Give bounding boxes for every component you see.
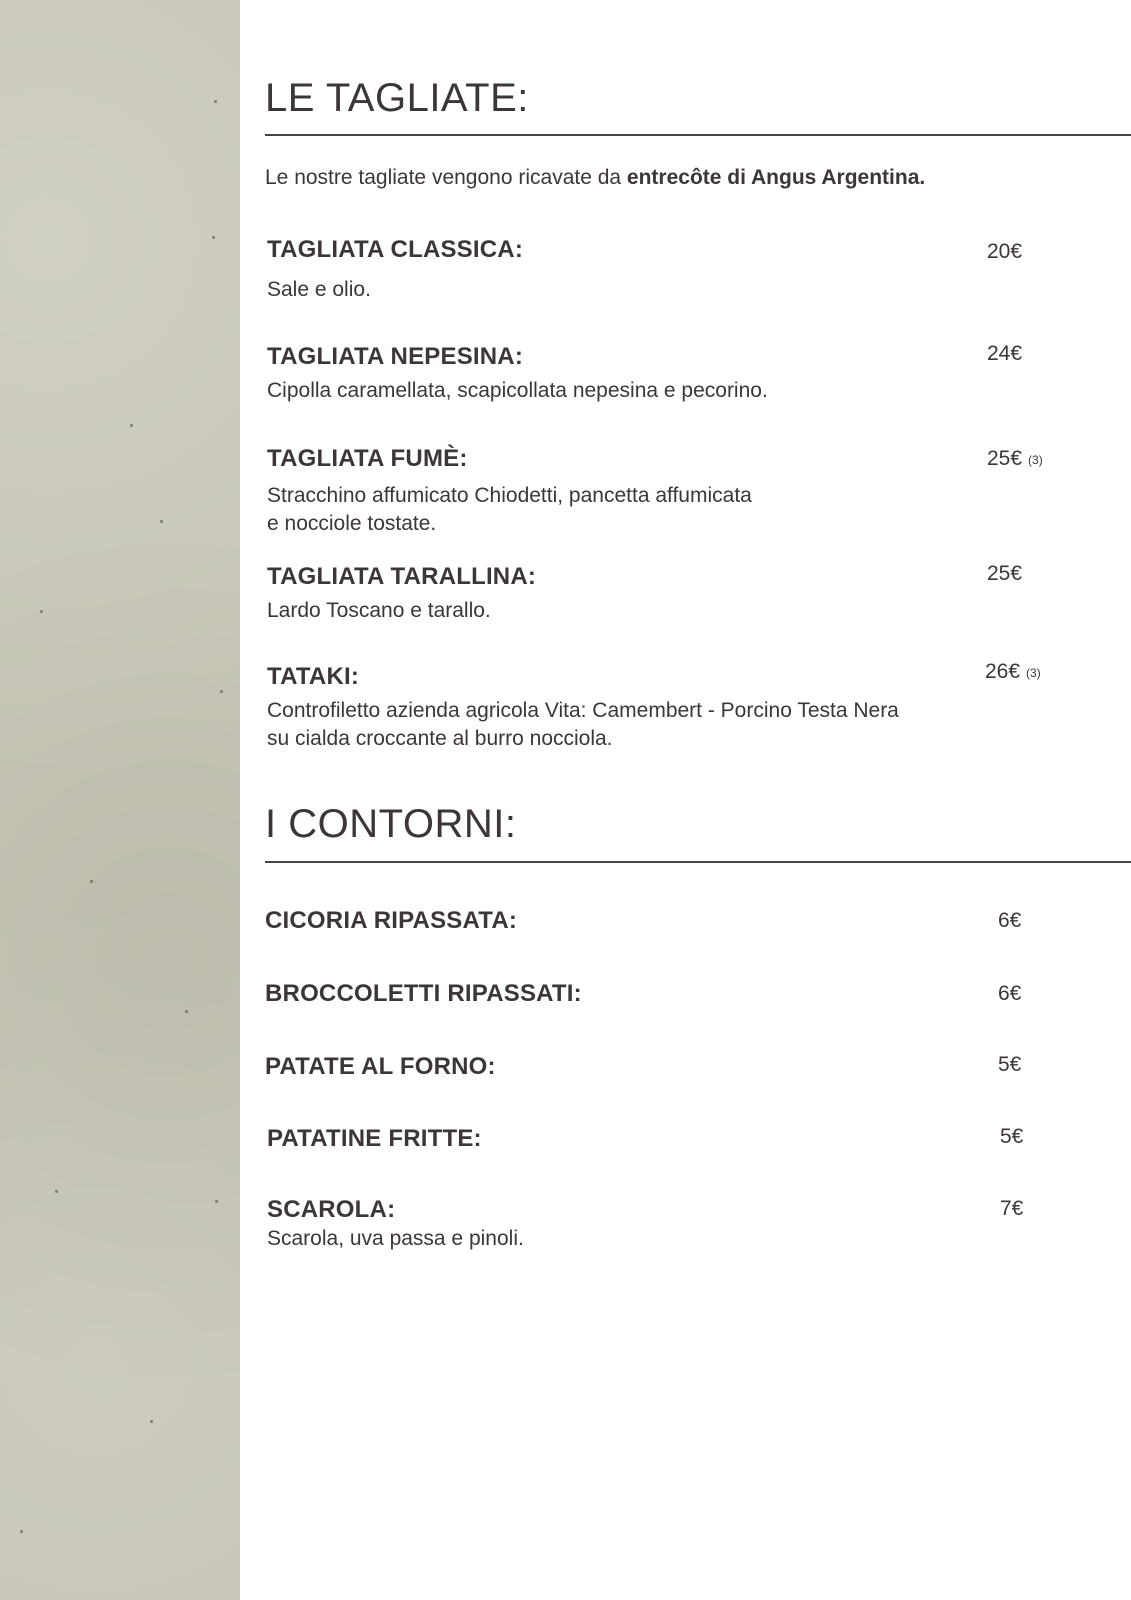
menu-item-description: Lardo Toscano e tarallo. <box>267 599 491 622</box>
section-title-tagliate: LE TAGLIATE: <box>265 76 529 120</box>
section-title-contorni: I CONTORNI: <box>265 802 517 846</box>
price-value: 25€ <box>987 447 1023 470</box>
menu-item-name: BROCCOLETTI RIPASSATI: <box>265 980 582 1007</box>
menu-item-name: TAGLIATA FUMÈ: <box>267 445 468 472</box>
intro-bold: entrecôte di Angus Argentina. <box>626 166 926 189</box>
price-value: 20€ <box>987 240 1023 263</box>
price-value: 7€ <box>1000 1197 1024 1220</box>
menu-item-description: Sale e olio. <box>267 278 371 301</box>
menu-item-price <box>987 447 1043 471</box>
menu-item-description: Controfiletto azienda agricola Vita: Camembert - Porcino Testa Nera <box>267 699 899 722</box>
allergen-note: (3) <box>1026 666 1041 680</box>
menu-item-name: PATATE AL FORNO: <box>265 1053 496 1080</box>
menu-item-price <box>998 1053 1021 1077</box>
price-value: 6€ <box>998 982 1022 1005</box>
menu-item-name: PATATINE FRITTE: <box>267 1125 482 1152</box>
menu-item-price <box>985 660 1041 684</box>
price-value: 24€ <box>987 342 1023 365</box>
menu-item-description: Stracchino affumicato Chiodetti, pancetta affumicata <box>267 484 752 507</box>
section-divider <box>265 861 1131 863</box>
menu-item-description: Scarola, uva passa e pinoli. <box>267 1227 524 1250</box>
menu-item-price <box>987 342 1022 366</box>
menu-item-name: CICORIA RIPASSATA: <box>265 907 518 934</box>
menu-item-name: TAGLIATA CLASSICA: <box>267 236 524 263</box>
allergen-note: (3) <box>1028 453 1043 467</box>
menu-item-name: SCAROLA: <box>267 1196 396 1223</box>
menu-item-price <box>998 982 1021 1006</box>
price-value: 25€ <box>987 562 1023 585</box>
price-value: 5€ <box>1000 1125 1024 1148</box>
menu-item-price <box>1000 1125 1023 1149</box>
price-value: 26€ <box>985 660 1021 683</box>
menu-item-description: e nocciole tostate. <box>267 512 437 535</box>
menu-item-name: TAGLIATA NEPESINA: <box>267 343 524 370</box>
price-value: 5€ <box>998 1053 1022 1076</box>
menu-item-price <box>998 909 1021 933</box>
menu-item-name: TATAKI: <box>267 663 360 690</box>
price-value: 6€ <box>998 909 1022 932</box>
menu-item-name: TAGLIATA TARALLINA: <box>267 563 537 590</box>
menu-item-price <box>1000 1197 1023 1221</box>
menu-item-description: su cialda croccante al burro nocciola. <box>267 727 613 750</box>
section-divider <box>265 134 1131 136</box>
intro-text: Le nostre tagliate vengono ricavate da <box>265 166 627 189</box>
menu-item-price <box>987 240 1022 264</box>
menu-item-description: Cipolla caramellata, scapicollata nepesina e pecorino. <box>267 379 768 402</box>
menu-item-price <box>987 562 1022 586</box>
section-intro <box>265 166 925 190</box>
